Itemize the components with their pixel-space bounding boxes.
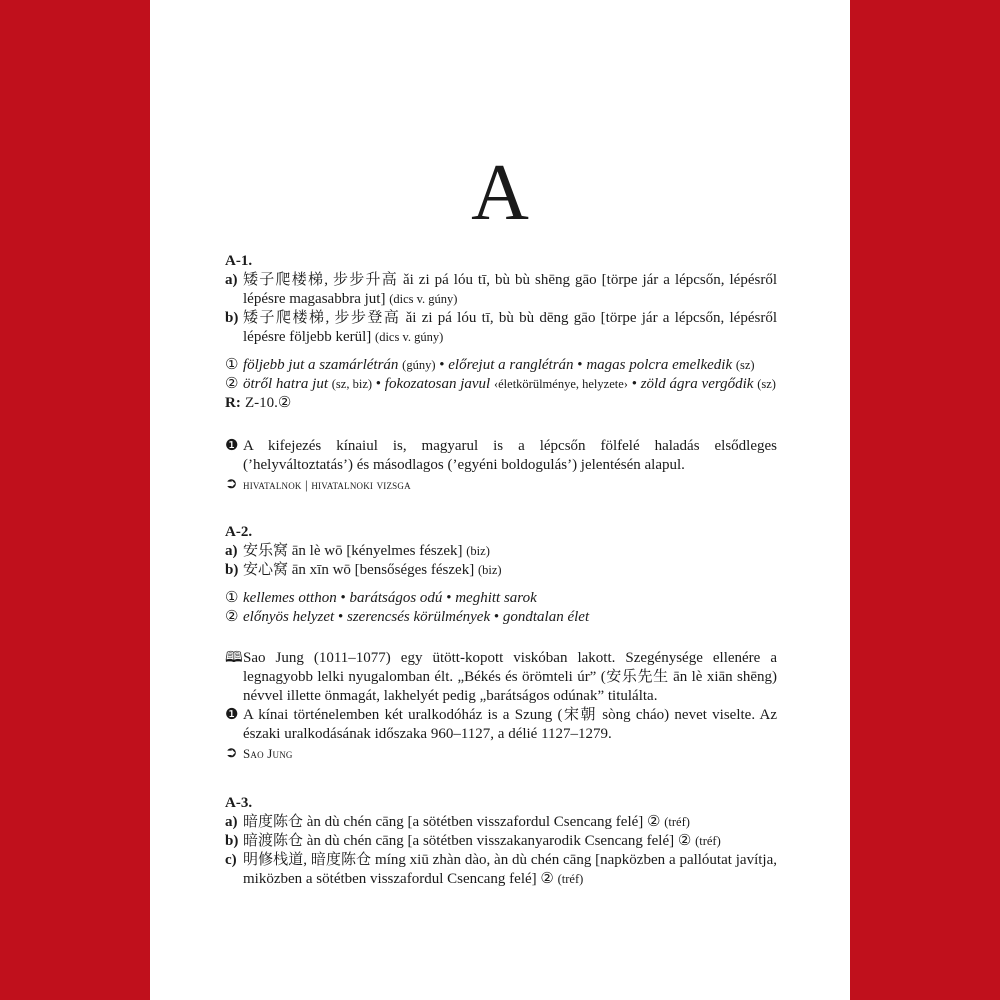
equivalent: följebb jut a szamárlétrán <box>243 357 399 373</box>
usage-note: (dics v. gúny) <box>375 330 444 344</box>
usage-note: (biz) <box>477 563 502 577</box>
entry-id: A-2. <box>225 524 253 540</box>
entry-a2 <box>225 523 777 764</box>
usage-note: (sz) <box>735 358 755 372</box>
equivalent: előnyös helyzet <box>243 609 335 625</box>
section-letter: A <box>471 149 529 237</box>
usage-note: (dics v. gúny) <box>389 292 458 306</box>
meaning-label: ② <box>225 609 239 625</box>
variant-label: a) <box>225 814 238 830</box>
arrow-icon: ➲ <box>225 745 238 761</box>
background-note <box>225 649 777 706</box>
variant-text: 矮子爬楼梯, 步步升高 ǎi zi pá lóu tī, bù bù shēng gāo [törpe jár a lépcsőn, lépésről lépésre magasabbra jut] <box>243 272 777 307</box>
entry-a3 <box>225 794 777 889</box>
reference-text: Z-10.② <box>245 395 292 411</box>
see-also-text: Sao Jung <box>243 746 293 761</box>
entries-column <box>225 252 777 889</box>
equivalent: barátságos odú <box>349 590 443 606</box>
variant-b <box>225 832 777 851</box>
equivalent: meghitt sarok <box>455 590 537 606</box>
see-also <box>225 475 777 495</box>
equivalent: gondtalan élet <box>502 609 590 625</box>
usage-note: (tréf) <box>664 815 690 829</box>
note-icon: ❶ <box>225 707 239 723</box>
see-also <box>225 744 777 764</box>
note-text: A kínai történelemben két uralkodóház is a Szung (宋朝 sòng cháo) nevet viselte. Az északi uralkodásának időszaka 960–1127, a délié 1127–1279. <box>243 707 777 742</box>
note <box>225 437 777 475</box>
background-text: Sao Jung (1011–1077) egy ütött-kopott viskóban lakott. Szegénysége ellenére a legnagyobb lelki nyugalomban élt. „Békés és örömteli úr” (安乐先生 ān lè xiān shēng) névvel illette önmagát, lakhelyét pedig „barátságos odúnak” titulálta. <box>243 650 777 704</box>
bullet: • <box>439 357 445 373</box>
usage-note: (sz, biz) <box>331 377 373 391</box>
usage-note: ‹életkörülménye, helyzete› <box>493 377 628 391</box>
meaning-label: ① <box>225 590 239 606</box>
usage-note: (biz) <box>466 544 490 558</box>
variant-label: c) <box>225 852 237 868</box>
variant-a <box>225 271 777 309</box>
usage-note: (tréf) <box>557 872 584 886</box>
arrow-icon: ➲ <box>225 476 238 492</box>
variant-text: 暗渡陈仓 àn dù chén cāng [a sötétben visszakanyarodik Csencang felé] ② <box>243 833 692 849</box>
reference <box>225 394 777 413</box>
meaning-2 <box>225 608 777 627</box>
reference-label: R: <box>225 395 241 411</box>
meaning-label: ① <box>225 357 239 373</box>
variant-text: 明修栈道, 暗度陈仓 míng xiū zhàn dào, àn dù chén cāng [napközben a pallóutat javítja, miközben a sötétben visszafordul Csencang felé] ② <box>243 852 777 887</box>
variant-text: 安心窝 ān xīn wō [bensőséges fészek] <box>243 562 475 578</box>
note <box>225 706 777 744</box>
variant-label: a) <box>225 543 238 559</box>
see-also-text: hivatalnok | hivatalnoki vizsga <box>243 477 411 492</box>
bullet: • <box>577 357 583 373</box>
usage-note: (sz) <box>757 377 776 391</box>
note-icon: ❶ <box>225 438 239 454</box>
entry-id: A-1. <box>225 253 253 269</box>
variant-text: 安乐窝 ān lè wō [kényelmes fészek] <box>243 543 463 559</box>
book-icon: 🕮 <box>225 650 243 666</box>
variant-a <box>225 542 777 561</box>
bullet: • <box>493 609 500 625</box>
variant-label: b) <box>225 310 239 326</box>
variant-c <box>225 851 777 889</box>
variant-label: a) <box>225 272 238 288</box>
equivalent: kellemes otthon <box>243 590 337 606</box>
variant-a <box>225 813 777 832</box>
variant-text: 暗度陈仓 àn dù chén cāng [a sötétben visszafordul Csencang felé] ② <box>243 814 661 830</box>
bullet: • <box>375 376 382 392</box>
equivalent: előrejut a ranglétrán <box>448 357 574 373</box>
equivalent: szerencsés körülmények <box>346 609 491 625</box>
variant-label: b) <box>225 562 239 578</box>
variant-b <box>225 561 777 580</box>
entry-id: A-3. <box>225 795 253 811</box>
equivalent: zöld ágra vergődik <box>640 376 754 392</box>
equivalent: fokozatosan javul <box>384 376 491 392</box>
equivalent: ötről hatra jut <box>243 376 329 392</box>
usage-note: (tréf) <box>695 834 721 848</box>
note-text: A kifejezés kínaiul is, magyarul is a lépcsőn fölfelé haladás elsődleges (’helyváltoztatás’) és másodlagos (’egyéni boldogulás’) jelentésén alapul. <box>243 438 777 473</box>
equivalent: magas polcra emelkedik <box>586 357 733 373</box>
meaning-2 <box>225 375 777 394</box>
bullet: • <box>340 590 346 606</box>
entry-a1 <box>225 252 777 495</box>
meaning-1 <box>225 356 777 375</box>
bullet: • <box>337 609 344 625</box>
variant-text: 矮子爬楼梯, 步步登高 ǎi zi pá lóu tī, bù bù dēng gāo [törpe jár a lépcsőn, lépésről lépésre följebb kerül] <box>243 310 777 345</box>
usage-note: (gúny) <box>402 358 436 372</box>
dictionary-page <box>150 0 850 1000</box>
meaning-label: ② <box>225 376 239 392</box>
bullet: • <box>446 590 452 606</box>
meaning-1 <box>225 589 777 608</box>
bullet: • <box>631 376 637 392</box>
variant-label: b) <box>225 833 239 849</box>
variant-b <box>225 309 777 347</box>
